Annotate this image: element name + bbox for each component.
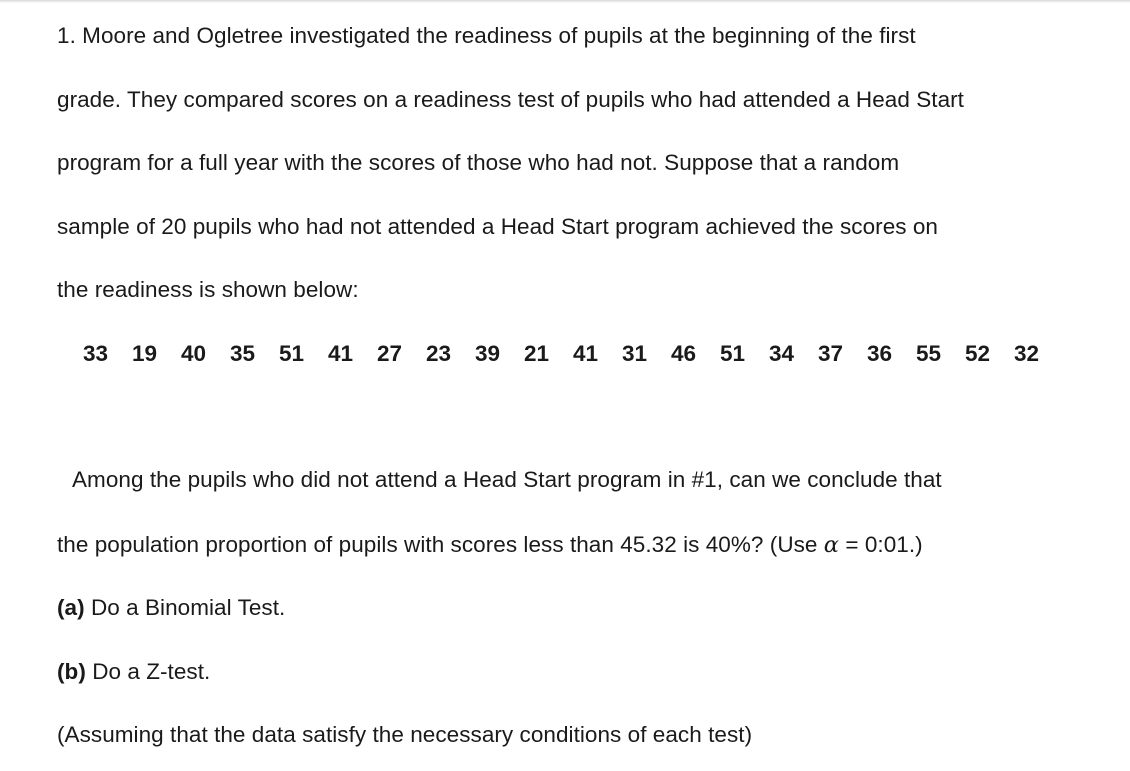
- score-list: [83, 339, 1039, 369]
- question-line-2-text: the population proportion of pupils with scores less than 45.32 is 40%? (Use: [57, 532, 824, 557]
- score-value: 34: [769, 341, 795, 366]
- score-value: 51: [720, 341, 746, 366]
- score-value: 31: [622, 341, 648, 366]
- part-b-text: Do a Z-test.: [85, 659, 211, 684]
- score-value: 33: [83, 341, 109, 366]
- problem-line-4: sample of 20 pupils who had not attended a Head Start program achieved the scores on: [57, 214, 938, 239]
- alpha-value: = 0:01.): [839, 532, 923, 557]
- score-value: 21: [524, 341, 550, 366]
- score-value: 52: [965, 341, 991, 366]
- problem-line-2: grade. They compared scores on a readiness test of pupils who had attended a Head Start: [57, 87, 964, 112]
- assumption-note: (Assuming that the data satisfy the necessary conditions of each test): [57, 722, 753, 747]
- part-a-text: Do a Binomial Test.: [84, 595, 286, 620]
- score-value: 32: [1014, 341, 1040, 366]
- part-a: [57, 593, 285, 623]
- score-value: 37: [818, 341, 844, 366]
- score-value: 41: [573, 341, 599, 366]
- score-value: 19: [132, 341, 158, 366]
- alpha-symbol: α: [823, 532, 840, 558]
- problem-line-1: 1. Moore and Ogletree investigated the readiness of pupils at the beginning of the first: [57, 23, 916, 48]
- score-value: 40: [181, 341, 207, 366]
- part-b: [57, 657, 210, 687]
- problem-line-3: program for a full year with the scores of those who had not. Suppose that a random: [57, 150, 900, 175]
- problem-line-5: the readiness is shown below:: [57, 277, 359, 302]
- score-value: 55: [916, 341, 942, 366]
- part-b-label: (b): [57, 659, 86, 684]
- score-value: 41: [328, 341, 354, 366]
- score-value: 35: [230, 341, 256, 366]
- score-value: 23: [426, 341, 452, 366]
- top-edge-shadow: [0, 0, 1130, 3]
- part-a-label: (a): [57, 595, 85, 620]
- score-value: 46: [671, 341, 697, 366]
- question-line-1: Among the pupils who did not attend a Head Start program in #1, can we conclude that: [72, 467, 942, 492]
- question-line-2: [57, 530, 923, 560]
- score-value: 39: [475, 341, 501, 366]
- score-value: 36: [867, 341, 893, 366]
- score-value: 27: [377, 341, 403, 366]
- score-value: 51: [279, 341, 305, 366]
